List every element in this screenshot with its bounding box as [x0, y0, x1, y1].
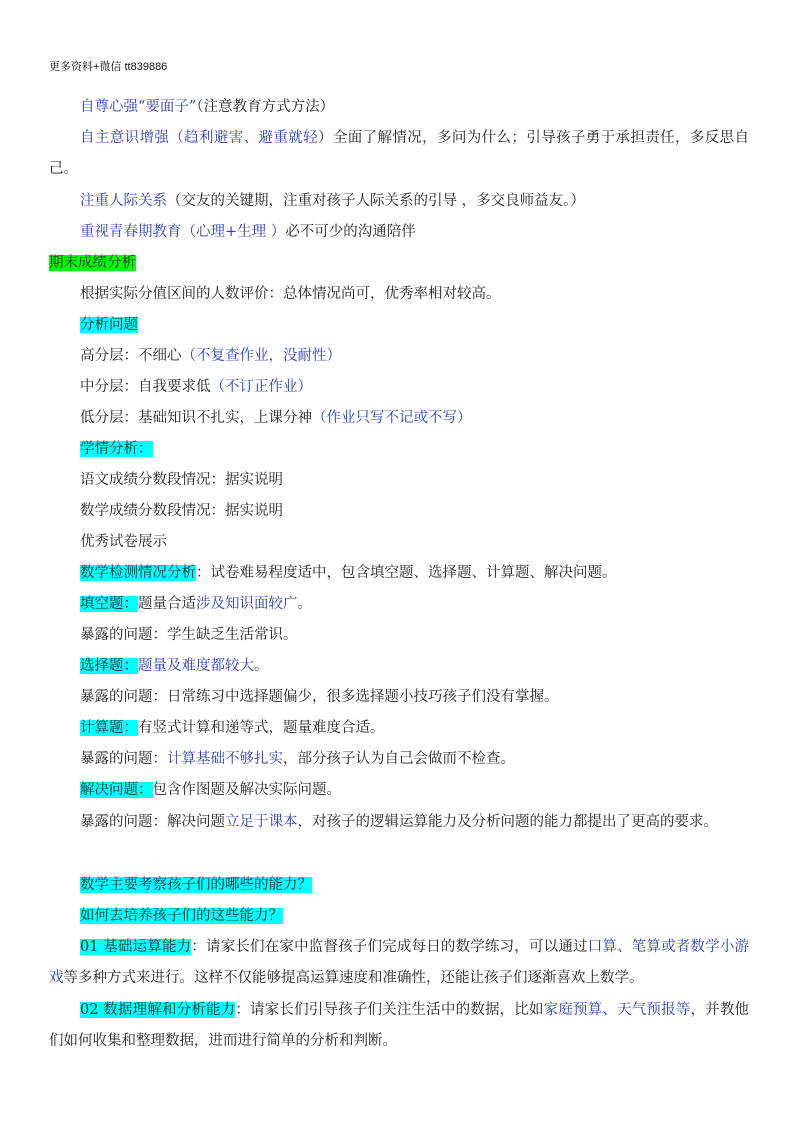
paragraph [49, 372, 749, 403]
emphasized-text: （不订正作业） [210, 379, 312, 395]
highlighted-heading: 计算题： [80, 720, 138, 736]
paragraph [49, 901, 749, 932]
emphasized-text: 自尊心强“要面子” [80, 99, 197, 115]
paragraph [49, 341, 749, 372]
highlighted-heading: 数学主要考察孩子们的哪些的能力？ [80, 877, 312, 893]
paragraph [49, 279, 749, 310]
text-segment: 中分层：自我要求低 [80, 379, 211, 395]
highlighted-heading: 数学检测情况分析 [80, 565, 196, 581]
highlighted-heading: 期末成绩分析 [49, 255, 136, 271]
paragraph [49, 870, 749, 901]
text-segment: 。 [297, 596, 312, 612]
text-segment: 有竖式计算和递等式，题量难度合适。 [138, 720, 385, 736]
emphasized-text: 口算、笔算或者数学小游戏 [49, 939, 750, 986]
text-segment: ，部分孩子认为自己会做而不检查。 [283, 751, 515, 767]
emphasized-text: 家庭预算、天气预报等 [543, 1002, 691, 1018]
paragraph [49, 995, 749, 1057]
text-segment: 包含作图题及解决实际问题。 [152, 782, 341, 798]
text-segment: 暴露的问题：学生缺乏生活常识。 [80, 627, 298, 643]
paragraph [49, 465, 749, 496]
text-segment: 题量合适 [138, 596, 196, 612]
paragraph [49, 434, 749, 465]
highlighted-heading: 如何去培养孩子们的这些能力？ [80, 908, 283, 924]
emphasized-text: 重视青春期教育（心理+生理 ） [80, 224, 286, 240]
paragraph [49, 620, 749, 651]
emphasized-text: 计算基础不够扎实 [167, 751, 283, 767]
text-segment: 暴露的问题： [80, 751, 167, 767]
highlighted-heading: 选择题： [80, 658, 138, 674]
highlighted-heading: 解决问题： [80, 782, 153, 798]
text-segment: ）全面了解情况，多问为什么；引导孩子勇于承担责任，多反思自己。 [49, 130, 749, 177]
text-segment: 暴露的问题：日常练习中选择题偏少，很多选择题小技巧孩子们没有掌握。 [80, 689, 559, 705]
paragraph [49, 682, 749, 713]
emphasized-text: 题量及难度都较大 [138, 658, 254, 674]
text-segment: 高分层：不细心 [80, 348, 182, 364]
paragraph [49, 527, 749, 558]
paragraph [49, 310, 749, 341]
text-segment: 根据实际分值区间的人数评价：总体情况尚可，优秀率相对较高。 [80, 286, 501, 302]
text-segment: 暴露的问题：解决问题 [80, 814, 225, 830]
text-segment: 低分层：基础知识不扎实，上课分神 [80, 410, 312, 426]
highlighted-heading: 01 基础运算能力 [80, 939, 192, 955]
paragraph [49, 807, 749, 838]
paragraph [49, 713, 749, 744]
text-segment: 等多种方式来进行。这样不仅能够提高运算速度和准确性，还能让孩子们逐渐喜欢上数学。 [63, 970, 644, 986]
text-segment: 。 [254, 658, 269, 674]
highlighted-heading: 学情分析： [80, 441, 153, 457]
paragraph [49, 92, 749, 123]
highlighted-heading: 02 数据理解和分析能力 [80, 1002, 236, 1018]
paragraph [49, 651, 749, 682]
emphasized-text: 注重人际关系 [80, 193, 167, 209]
highlighted-heading: 分析问题 [80, 317, 138, 333]
paragraph [49, 558, 749, 589]
emphasized-text: （作业只写不记或不写） [312, 410, 472, 426]
emphasized-text: 趋利避害、避重就轻 [184, 130, 318, 146]
text-segment: 必不可少的沟通陪伴 [285, 224, 416, 240]
text-segment: 语文成绩分数段情况：据实说明 [80, 472, 283, 488]
paragraph [49, 496, 749, 527]
paragraph [49, 744, 749, 775]
paragraph [49, 403, 749, 434]
text-segment: ：请家长们引导孩子们关注生活中的数据，比如 [235, 1002, 544, 1018]
paragraph [49, 775, 749, 806]
paragraph [49, 123, 749, 185]
emphasized-text: 立足于课本 [225, 814, 298, 830]
paragraph [49, 186, 749, 217]
text-segment: ，对孩子的逻辑运算能力及分析问题的能力都提出了更高的要求。 [297, 814, 718, 830]
emphasized-text: 涉及知识面较广 [196, 596, 298, 612]
paragraph [49, 217, 749, 248]
text-segment: 优秀试卷展示 [80, 534, 167, 550]
paragraph [49, 589, 749, 620]
page-header: 更多资料+微信 tt839886 [49, 61, 168, 73]
text-segment: 数学成绩分数段情况：据实说明 [80, 503, 283, 519]
highlighted-heading: 填空题： [80, 596, 138, 612]
paragraph [49, 248, 749, 279]
text-segment: （注意教育方式方法） [196, 99, 335, 115]
text-segment: ，并教他们如何收集和整理数据，进而进行简单的分析和判断。 [49, 1002, 750, 1049]
emphasized-text: 自主意识增强（ [80, 130, 185, 146]
text-segment: ：请家长们在家中监督孩子们完成每日的数学练习，可以通过 [191, 939, 588, 955]
text-segment: ：试卷难易程度适中，包含填空题、选择题、计算题、解决问题。 [196, 565, 617, 581]
emphasized-text: （不复查作业，没耐性） [181, 348, 341, 364]
paragraph [49, 932, 749, 994]
text-segment: （交友的关键期，注重对孩子人际关系的引导 ，多交良师益友。） [167, 193, 585, 209]
